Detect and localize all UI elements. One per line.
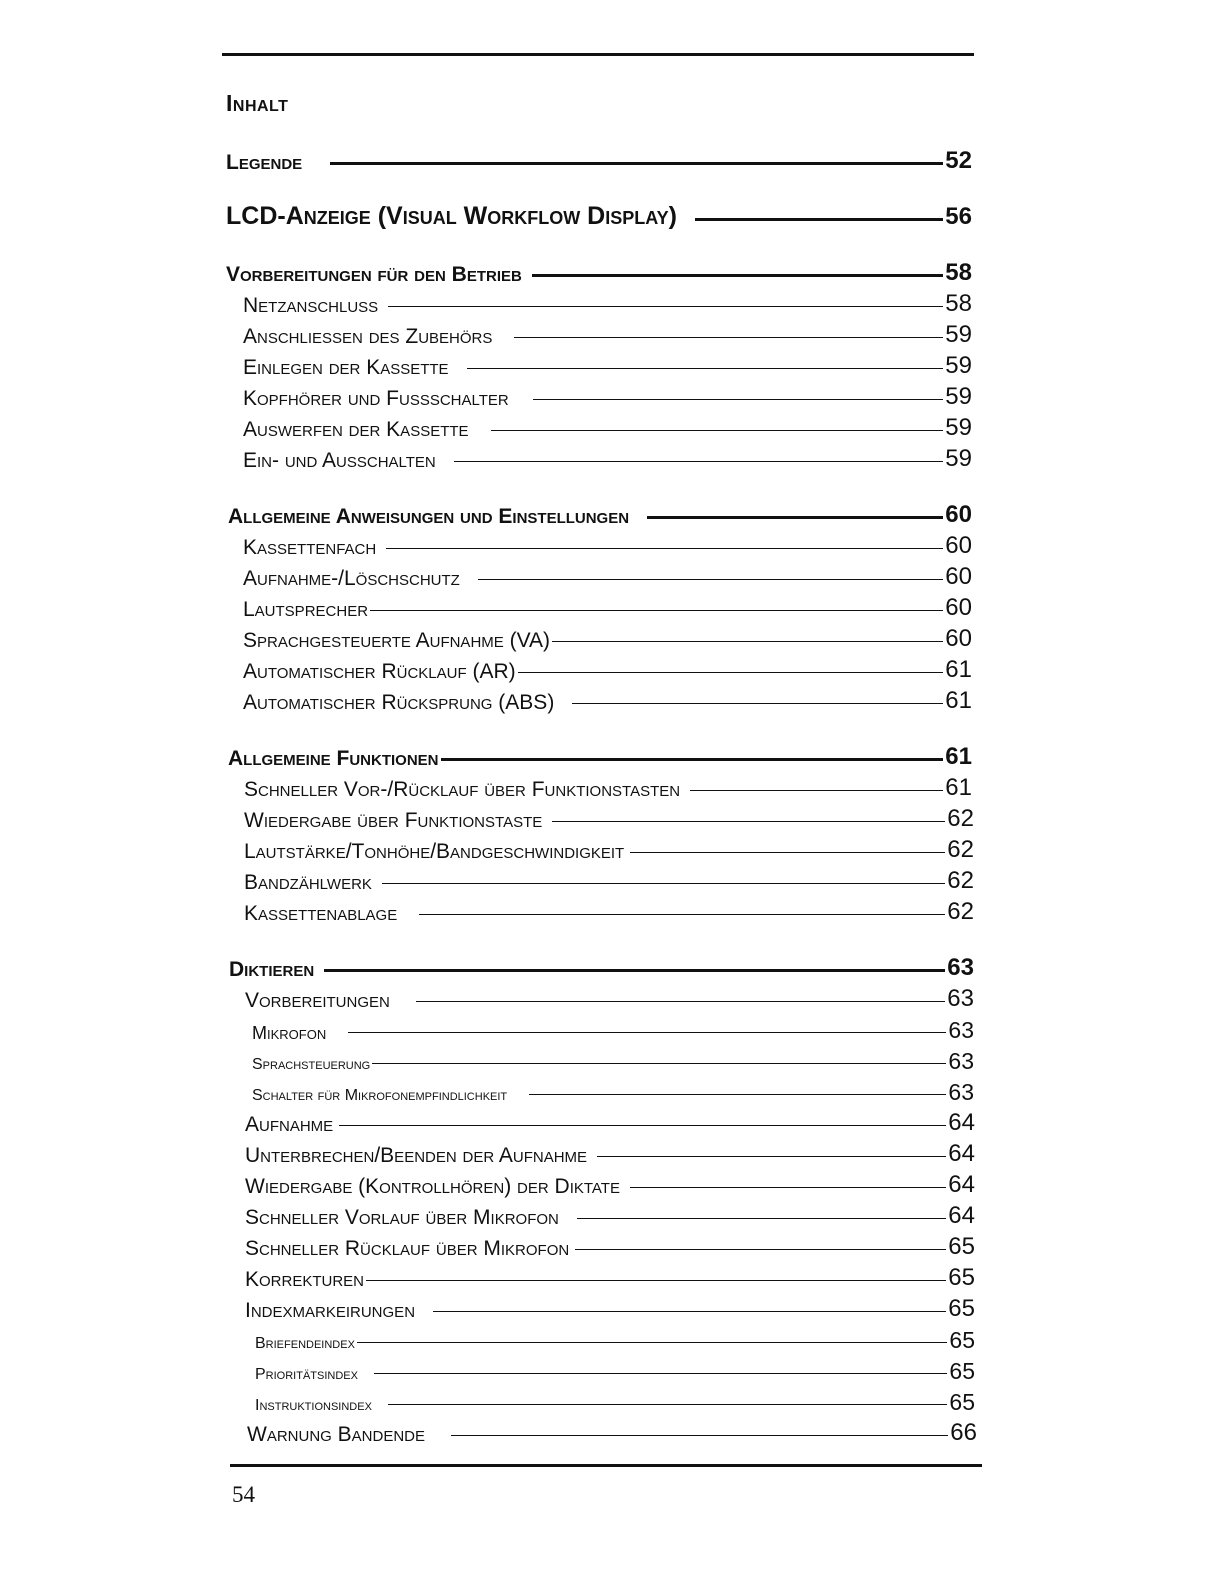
toc-entry-page: 63 xyxy=(947,985,974,1012)
dot-leader xyxy=(630,852,945,853)
toc-entry-label: Kassettenablage xyxy=(244,902,398,925)
toc-entry-label: Kopfhörer und Fussschalter xyxy=(243,387,509,410)
toc-entry-vorbereitungen[interactable] xyxy=(245,981,974,1011)
toc-entry-indexmarkierungen[interactable] xyxy=(245,1291,975,1321)
toc-entry-label: Korrekturen xyxy=(245,1268,365,1291)
toc-entry-page: 52 xyxy=(945,147,972,174)
toc-entry-page: 58 xyxy=(945,259,972,286)
toc-entry-label: Diktieren xyxy=(229,958,315,981)
toc-entry-label: Lautsprecher xyxy=(243,598,369,621)
toc-entry-automatischer-ruecklauf[interactable] xyxy=(243,652,972,682)
page-number: 54 xyxy=(232,1482,255,1507)
dot-leader xyxy=(370,610,943,611)
toc-entry-label: Sprachgesteuerte Aufnahme (VA) xyxy=(243,629,551,652)
dot-leader xyxy=(441,758,944,761)
toc-entry-legende[interactable] xyxy=(226,143,972,173)
toc-entry-label: Automatischer Rücklauf (AR) xyxy=(243,660,516,683)
toc-entry-page: 64 xyxy=(948,1202,975,1229)
toc-entry-wiedergabe-kontrollhoeren[interactable] xyxy=(245,1167,975,1197)
toc-entry-label: Schneller Rücklauf über Mikrofon xyxy=(245,1237,570,1260)
toc-entry-page: 63 xyxy=(948,1048,974,1074)
dot-leader xyxy=(491,430,944,431)
dot-leader xyxy=(572,703,943,704)
toc-entry-label: Aufnahme xyxy=(245,1113,334,1136)
toc-entry-label: Indexmarkeirungen xyxy=(245,1299,416,1322)
toc-entry-prioritaetsindex[interactable] xyxy=(255,1353,975,1383)
toc-entry-label: Warnung Bandende xyxy=(247,1423,426,1446)
dot-leader xyxy=(630,1187,946,1188)
toc-entry-warnung-bandende[interactable] xyxy=(247,1415,977,1445)
toc-entry-allgemeine-funktionen[interactable] xyxy=(228,739,972,769)
toc-entry-schneller-vor-ruecklauf[interactable] xyxy=(244,770,972,800)
toc-entry-label: Prioritätsindex xyxy=(255,1366,358,1383)
toc-entry-page: 60 xyxy=(945,594,972,621)
dot-leader xyxy=(552,821,945,822)
toc-entry-auswerfen-kassette[interactable] xyxy=(243,410,972,440)
dot-leader xyxy=(454,461,944,462)
toc-entry-page: 60 xyxy=(945,625,972,652)
toc-entry-page: 64 xyxy=(948,1140,975,1167)
toc-entry-label: Bandzählwerk xyxy=(244,871,372,894)
toc-entry-aufnahme-loeschschutz[interactable] xyxy=(243,559,972,589)
toc-entry-netzanschluss[interactable] xyxy=(243,286,972,316)
toc-entry-label: Allgemeine Anweisungen und Einstellungen xyxy=(228,505,630,528)
toc-entry-label: Vorbereitungen für den Betrieb xyxy=(226,263,522,286)
toc-entry-schneller-vorlauf-mikrofon[interactable] xyxy=(245,1198,975,1228)
toc-entry-aufnahme[interactable] xyxy=(245,1105,975,1135)
toc-entry-page: 60 xyxy=(945,563,972,590)
toc-entry-ein-ausschalten[interactable] xyxy=(243,441,972,471)
toc-entry-lautsprecher[interactable] xyxy=(243,590,972,620)
toc-entry-label: Anschliessen des Zubehörs xyxy=(243,325,493,348)
dot-leader xyxy=(532,274,943,277)
toc-entry-mikrofon[interactable] xyxy=(252,1012,974,1042)
toc-entry-label: Unterbrechen/Beenden der Aufnahme xyxy=(245,1144,588,1167)
toc-entry-label: Wiedergabe über Funktionstaste xyxy=(244,809,543,832)
dot-leader xyxy=(324,969,945,972)
toc-entry-page: 65 xyxy=(949,1389,975,1415)
dot-leader xyxy=(575,1249,946,1250)
toc-entry-bandzaehlwerk[interactable] xyxy=(244,863,974,893)
toc-entry-page: 65 xyxy=(948,1295,975,1322)
toc-entry-label: Briefendeindex xyxy=(255,1335,355,1352)
toc-entry-label: Mikrofon xyxy=(252,1023,327,1043)
dot-leader xyxy=(372,1063,946,1064)
toc-entry-label: Schalter für Mikrofonempfindlichkeit xyxy=(252,1087,508,1104)
toc-entry-korrekturen[interactable] xyxy=(245,1260,975,1290)
toc-entry-label: Sprachsteuerung xyxy=(252,1056,371,1073)
toc-entry-anschliessen-zubehoer[interactable] xyxy=(243,317,972,347)
dot-leader xyxy=(478,579,943,580)
toc-entry-label: Netzanschluss xyxy=(243,294,379,317)
toc-entry-kassettenablage[interactable] xyxy=(244,894,974,924)
dot-leader xyxy=(386,548,943,549)
dot-leader xyxy=(577,1218,946,1219)
toc-entry-page: 62 xyxy=(947,867,974,894)
toc-entry-label: Instruktionsindex xyxy=(255,1397,372,1414)
toc-entry-page: 59 xyxy=(945,414,972,441)
dot-leader xyxy=(514,337,943,338)
toc-entry-label: Allgemeine Funktionen xyxy=(228,747,439,770)
toc-entry-page: 60 xyxy=(945,501,972,528)
dot-leader xyxy=(357,1342,947,1343)
toc-entry-page: 59 xyxy=(945,352,972,379)
toc-entry-label: Aufnahme-/Löschschutz xyxy=(243,567,460,590)
toc-entry-briefendeindex[interactable] xyxy=(255,1322,975,1352)
toc-entry-lcd-anzeige[interactable] xyxy=(226,199,972,229)
dot-leader xyxy=(695,218,943,221)
toc-entry-label: Einlegen der Kassette xyxy=(243,356,449,379)
toc-entry-label: Automatischer Rücksprung (ABS) xyxy=(243,691,555,714)
toc-entry-schalter-mikrofonempfindlichkeit[interactable] xyxy=(252,1074,974,1104)
toc-entry-page: 63 xyxy=(947,954,974,981)
toc-entry-einlegen-kassette[interactable] xyxy=(243,348,972,378)
toc-entry-label: Wiedergabe (Kontrollhören) der Diktate xyxy=(245,1175,620,1198)
bottom-rule xyxy=(230,1464,982,1467)
toc-entry-page: 61 xyxy=(945,743,972,770)
toc-entry-label: Vorbereitungen xyxy=(245,989,390,1012)
toc-entry-label: Lautstärke/Tonhöhe/Bandgeschwindigkeit xyxy=(244,840,625,863)
dot-leader xyxy=(416,1001,945,1002)
dot-leader xyxy=(330,162,943,165)
toc-entry-page: 61 xyxy=(945,687,972,714)
toc-entry-page: 65 xyxy=(949,1327,975,1353)
toc-entry-page: 63 xyxy=(948,1079,974,1105)
toc-entry-wiedergabe-funktionstaste[interactable] xyxy=(244,801,974,831)
dot-leader xyxy=(529,1094,946,1095)
dot-leader xyxy=(647,516,943,519)
toc-entry-sprachsteuerung[interactable] xyxy=(252,1043,974,1073)
toc-entry-page: 62 xyxy=(947,898,974,925)
toc-entry-label: Auswerfen der Kassette xyxy=(243,418,469,441)
toc-entry-label: LCD-Anzeige (Visual Workflow Display) xyxy=(226,202,677,230)
toc-entry-page: 65 xyxy=(948,1264,975,1291)
dot-leader xyxy=(366,1280,946,1281)
dot-leader xyxy=(467,368,944,369)
dot-leader xyxy=(374,1373,947,1374)
toc-entry-page: 60 xyxy=(945,532,972,559)
toc-entry-page: 59 xyxy=(945,383,972,410)
toc-entry-instruktionsindex[interactable] xyxy=(255,1384,975,1414)
toc-entry-page: 62 xyxy=(947,836,974,863)
toc-entry-automatischer-ruecksprung[interactable] xyxy=(243,683,972,713)
toc-entry-page: 58 xyxy=(945,290,972,317)
toc-entry-diktieren[interactable] xyxy=(229,950,974,980)
dot-leader xyxy=(348,1032,946,1033)
toc-entry-kassettenfach[interactable] xyxy=(243,528,972,558)
dot-leader xyxy=(533,399,944,400)
toc-entry-unterbrechen-beenden[interactable] xyxy=(245,1136,975,1166)
page-title: Inhalt xyxy=(226,90,289,116)
toc-entry-page: 63 xyxy=(948,1017,974,1043)
toc-entry-page: 56 xyxy=(945,203,972,230)
dot-leader xyxy=(388,306,943,307)
toc-entry-allgemeine-anweisungen[interactable] xyxy=(228,497,972,527)
dot-leader xyxy=(451,1435,948,1436)
toc-entry-page: 59 xyxy=(945,321,972,348)
toc-entry-label: Legende xyxy=(226,151,303,174)
dot-leader xyxy=(690,790,943,791)
toc-entry-kopfhoerer-fussschalter[interactable] xyxy=(243,379,972,409)
toc-entry-sprachgesteuerte-aufnahme[interactable] xyxy=(243,621,972,651)
dot-leader xyxy=(552,641,943,642)
dot-leader xyxy=(339,1125,946,1126)
toc-entry-page: 65 xyxy=(949,1358,975,1384)
dot-leader xyxy=(419,914,945,915)
toc-entry-label: Ein- und Ausschalten xyxy=(243,449,436,472)
dot-leader xyxy=(518,672,944,673)
toc-entry-page: 64 xyxy=(948,1109,975,1136)
dot-leader xyxy=(433,1311,946,1312)
dot-leader xyxy=(388,1404,948,1405)
toc-entry-lautstaerke-tonhoehe[interactable] xyxy=(244,832,974,862)
toc-entry-schneller-ruecklauf-mikrofon[interactable] xyxy=(245,1229,975,1259)
dot-leader xyxy=(597,1156,946,1157)
toc-entry-page: 62 xyxy=(947,805,974,832)
dot-leader xyxy=(382,883,945,884)
toc-entry-vorbereitungen-betrieb[interactable] xyxy=(226,255,972,285)
toc-entry-page: 59 xyxy=(945,445,972,472)
toc-entry-page: 61 xyxy=(945,656,972,683)
toc-entry-page: 61 xyxy=(945,774,972,801)
toc-entry-page: 64 xyxy=(948,1171,975,1198)
toc-entry-label: Schneller Vorlauf über Mikrofon xyxy=(245,1206,559,1229)
toc-entry-label: Schneller Vor-/Rücklauf über Funktionstasten xyxy=(244,778,681,801)
toc-entry-page: 66 xyxy=(950,1419,977,1446)
toc-entry-page: 65 xyxy=(948,1233,975,1260)
toc-entry-label: Kassettenfach xyxy=(243,536,377,559)
